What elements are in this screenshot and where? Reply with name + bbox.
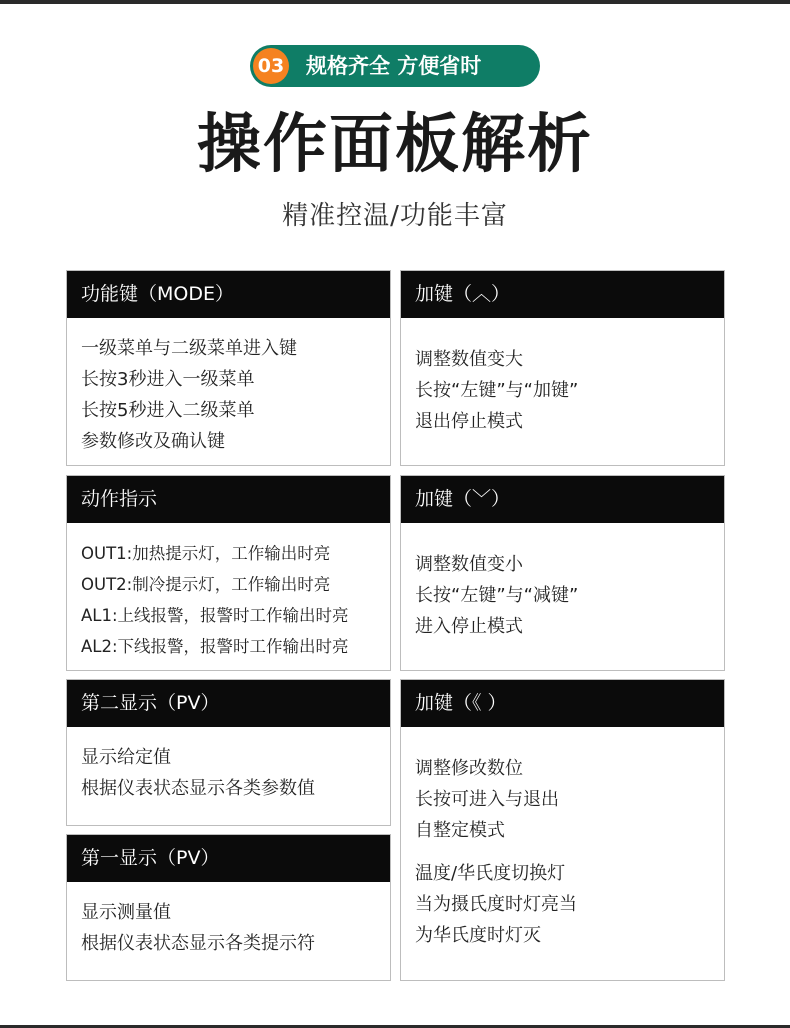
card-line: AL2:下线报警，报警时工作输出时亮: [81, 637, 349, 656]
card-line: 调整修改数位: [415, 758, 523, 779]
spacer: [415, 846, 724, 858]
section-badge: [250, 45, 540, 87]
card-line: 温度/华氏度切换灯: [415, 863, 566, 884]
shift-key-body: [401, 727, 724, 951]
card-line: 显示测量值: [81, 902, 171, 923]
card-line: 长按5秒进入二级菜单: [81, 400, 255, 421]
second-display-header: 第二显示（PV）: [67, 680, 390, 727]
action-indicator-header: 动作指示: [67, 476, 390, 523]
card-line: 根据仪表状态显示各类参数值: [81, 778, 315, 799]
page-title: 操作面板解析: [197, 108, 593, 182]
card-line: OUT2:制冷提示灯，工作输出时亮: [81, 575, 331, 594]
mode-key-header: 功能键（MODE）: [67, 271, 390, 318]
up-key-body: [401, 318, 724, 437]
card-line: 长按可进入与退出: [415, 789, 559, 810]
card-line: 长按“左键”与“加键”: [415, 380, 579, 401]
down-key-card: [400, 475, 725, 671]
down-key-header: 加键（﹀）: [401, 476, 724, 523]
card-line: 长按3秒进入一级菜单: [81, 369, 255, 390]
action-indicator-body: [67, 523, 390, 662]
card-line: 显示给定值: [81, 747, 171, 768]
mode-key-body: [67, 318, 390, 457]
top-rule: [0, 0, 790, 4]
card-line: 调整数值变小: [415, 554, 523, 575]
shift-key-header: 加键（《 ）: [401, 680, 724, 727]
section-label: 规格齐全 方便省时: [306, 54, 482, 78]
first-display-header: 第一显示（PV）: [67, 835, 390, 882]
card-line: 自整定模式: [415, 820, 505, 841]
card-line: 长按“左键”与“减键”: [415, 585, 579, 606]
card-line: AL1:上线报警，报警时工作输出时亮: [81, 606, 349, 625]
section-number: 03: [253, 48, 289, 84]
second-display-body: [67, 727, 390, 804]
second-display-card: [66, 679, 391, 826]
card-line: 参数修改及确认键: [81, 431, 225, 452]
card-line: 一级菜单与二级菜单进入键: [81, 338, 297, 359]
card-line: OUT1:加热提示灯，工作输出时亮: [81, 544, 331, 563]
card-line: 进入停止模式: [415, 616, 523, 637]
card-line: 为华氏度时灯灭: [415, 925, 541, 946]
down-key-body: [401, 523, 724, 642]
card-line: 当为摄氏度时灯亮当: [415, 894, 577, 915]
mode-key-card: [66, 270, 391, 466]
first-display-card: [66, 834, 391, 981]
page-subtitle: 精准控温/功能丰富: [282, 201, 508, 231]
up-key-card: [400, 270, 725, 466]
card-line: 退出停止模式: [415, 411, 523, 432]
card-line: 根据仪表状态显示各类提示符: [81, 933, 315, 954]
shift-key-card: [400, 679, 725, 981]
action-indicator-card: [66, 475, 391, 671]
up-key-header: 加键（︿）: [401, 271, 724, 318]
first-display-body: [67, 882, 390, 959]
card-line: 调整数值变大: [415, 349, 523, 370]
